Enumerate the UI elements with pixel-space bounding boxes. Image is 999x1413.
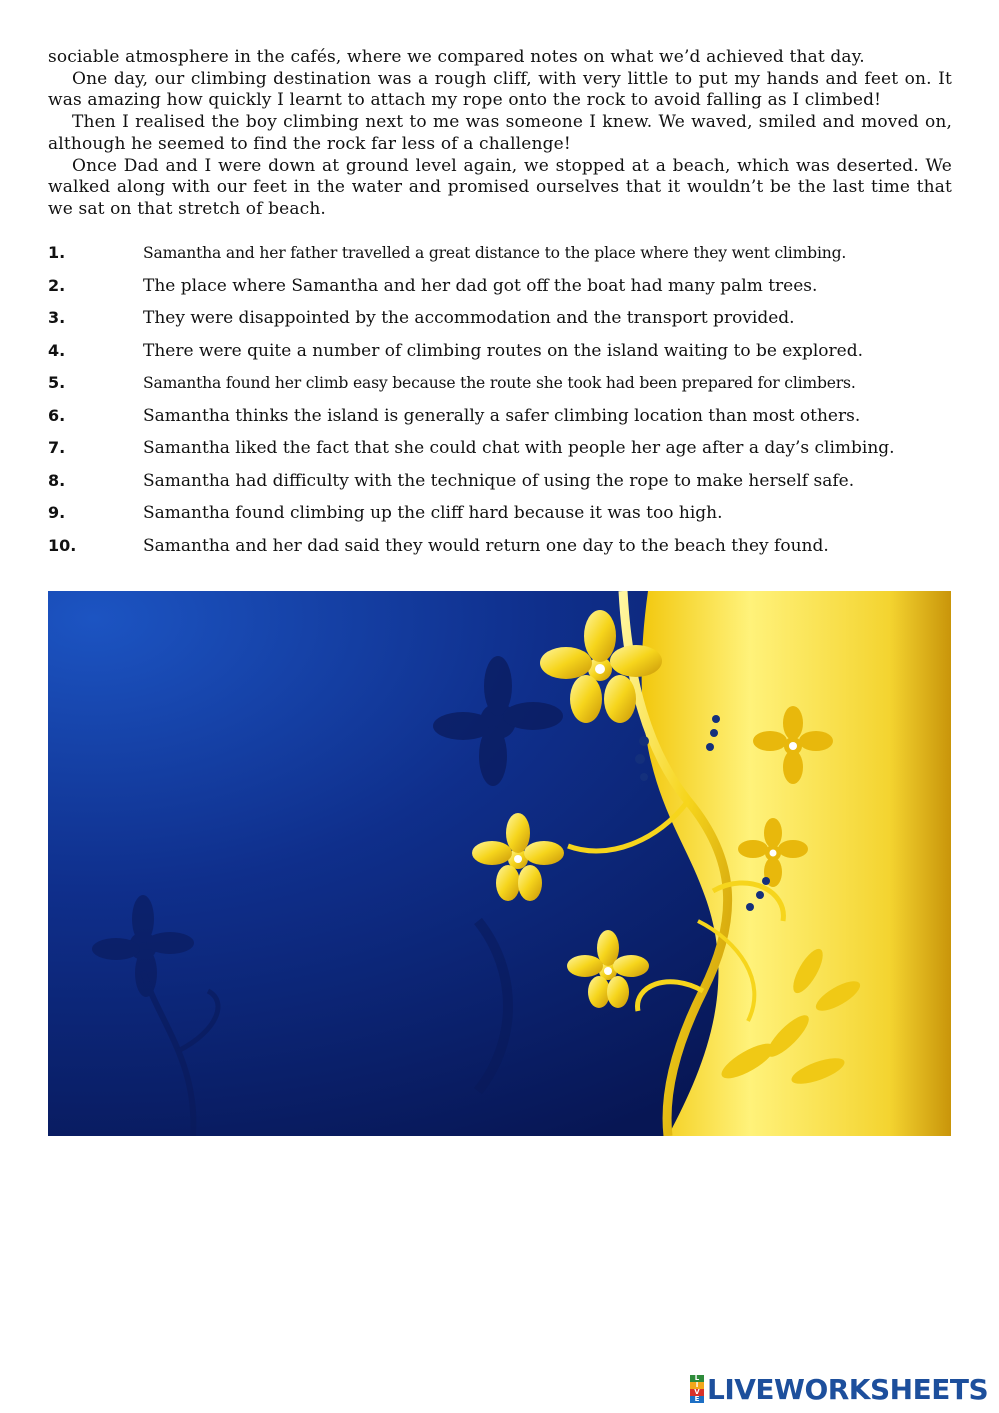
question-text: They were disappointed by the accommodation and the transport provided. (143, 308, 795, 328)
question-number: 1. (48, 243, 66, 262)
passage-paragraph: Once Dad and I were down at ground level again, we stopped at a beach, which was deserted. We walked along with our feet in the water and promised ourselves that it wouldn’t be the last time that we sat on that stretch of beach. (48, 155, 952, 219)
question-text: Samantha thinks the island is generally a safer climbing location than most others. (143, 405, 861, 426)
question-item (48, 536, 952, 569)
decorative-floral-banner (48, 591, 951, 1136)
passage-paragraph: sociable atmosphere in the cafés, where we compared notes on what we’d achieved that day. (48, 47, 865, 67)
question-text: Samantha and her dad said they would return one day to the beach they found. (143, 535, 829, 556)
question-item (48, 341, 952, 374)
liveworksheets-logo (690, 1373, 988, 1405)
question-item (48, 406, 952, 439)
question-item (48, 373, 952, 406)
floral-banner-image (48, 591, 951, 1136)
question-item (48, 438, 952, 471)
logo-wordmark: LIVEWORKSHEETS (707, 1372, 989, 1406)
question-text: Samantha found her climb easy because the route she took had been prepared for climbers. (143, 374, 856, 392)
question-item (48, 503, 952, 536)
logo-mark-icon (690, 1375, 704, 1403)
question-number: 5. (48, 373, 66, 392)
question-number: 8. (48, 470, 66, 490)
passage-paragraph: Then I realised the boy climbing next to me was someone I knew. We waved, smiled and moved on, although he seemed to find the rock far less of a challenge! (48, 112, 952, 154)
logo-mark-letter: E (690, 1396, 704, 1403)
question-number: 10. (48, 535, 77, 555)
passage-paragraph: One day, our climbing destination was a rough cliff, with very little to put my hands and feet on. It was amazing how quickly I learnt to attach my rope onto the rock to avoid falling as I climbed! (48, 68, 952, 111)
question-item (48, 308, 952, 341)
question-item (48, 471, 952, 504)
question-number: 2. (48, 275, 66, 295)
question-text: Samantha found climbing up the cliff hard because it was too high. (143, 503, 723, 523)
question-text: Samantha liked the fact that she could chat with people her age after a day’s climbing. (143, 438, 895, 458)
question-list (48, 243, 952, 568)
question-item (48, 243, 952, 276)
question-text: Samantha and her father travelled a great distance to the place where they went climbing. (143, 244, 847, 262)
logo-mark-letter: V (690, 1389, 704, 1396)
question-item (48, 276, 952, 309)
question-number: 9. (48, 503, 66, 522)
reading-passage (48, 47, 952, 221)
question-number: 4. (48, 340, 66, 360)
logo-mark-letter: I (690, 1382, 704, 1389)
question-number: 7. (48, 438, 66, 457)
question-number: 3. (48, 308, 66, 327)
question-text: Samantha had difficulty with the technique of using the rope to make herself safe. (143, 470, 855, 491)
question-text: There were quite a number of climbing routes on the island waiting to be explored. (143, 340, 863, 361)
question-text: The place where Samantha and her dad got off the boat had many palm trees. (143, 275, 818, 296)
question-number: 6. (48, 405, 66, 425)
logo-mark-letter: L (690, 1375, 704, 1382)
